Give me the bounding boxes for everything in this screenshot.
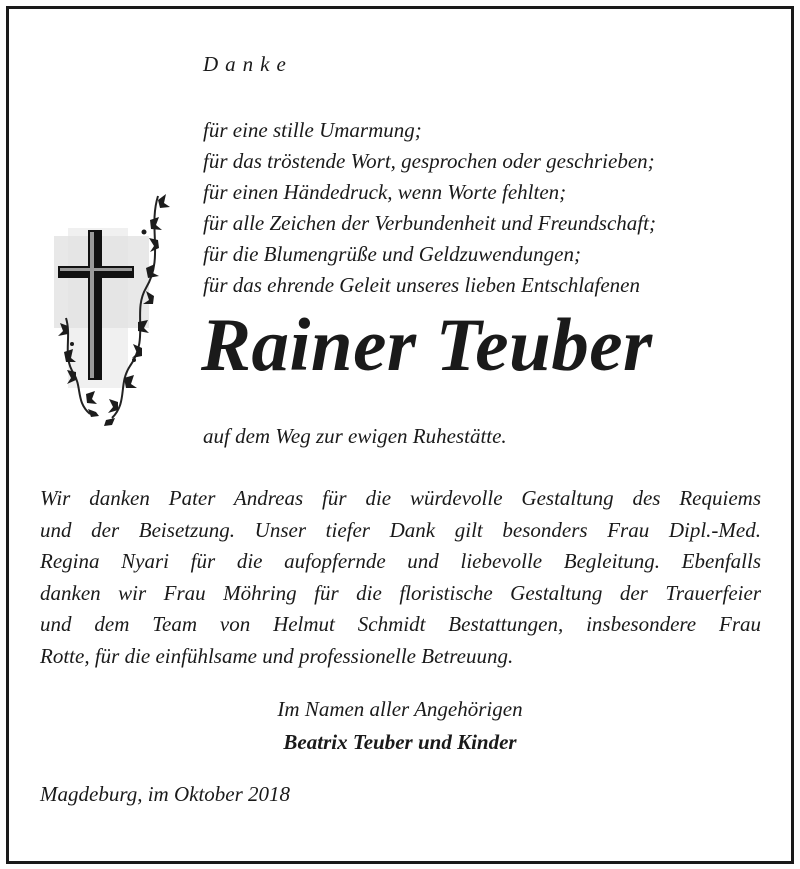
deceased-name: Rainer Teuber [201,304,653,387]
paragraph-line: und der Beisetzung. Unser tiefer Dank gilt besonders Frau Dipl.-Med. [40,517,761,542]
paragraph-line: danken wir Frau Möhring für die floristische Gestaltung der Trauerfeier [40,580,761,605]
thanks-line: für alle Zeichen der Verbundenheit und Freundschaft; [203,211,656,235]
signature-intro: Im Namen aller Angehörigen [277,697,523,721]
paragraph-line: Regina Nyari für die aufopfernde und liebevolle Begleitung. Ebenfalls [40,549,761,573]
thanks-line: für das tröstende Wort, gesprochen oder geschrieben; [203,149,655,173]
thanks-line: für die Blumengrüße und Geldzuwendungen; [203,242,581,266]
paragraph-line: Wir danken Pater Andreas für die würdevolle Gestaltung des Requiems [40,486,761,510]
thanks-line: für das ehrende Geleit unseres lieben Entschlafenen [203,273,641,297]
signature-names: Beatrix Teuber und Kinder [283,730,517,754]
cross-with-ivy-icon [46,188,176,428]
thanks-paragraph [40,483,761,672]
paragraph-line: Rotte, für die einfühlsame und professionelle Betreuung. [40,643,514,668]
final-line: auf dem Weg zur ewigen Ruhestätte. [203,424,507,448]
heading-danke: Danke [203,52,293,76]
signature-block [0,693,800,759]
thanks-line: für einen Händedruck, wenn Worte fehlten; [203,180,567,204]
paragraph-line: und dem Team von Helmut Schmidt Bestattungen, insbesondere Frau [40,612,761,636]
thanks-lines [203,115,656,301]
place-date: Magdeburg, im Oktober 2018 [40,782,291,806]
thanks-line: für eine stille Umarmung; [203,118,422,142]
